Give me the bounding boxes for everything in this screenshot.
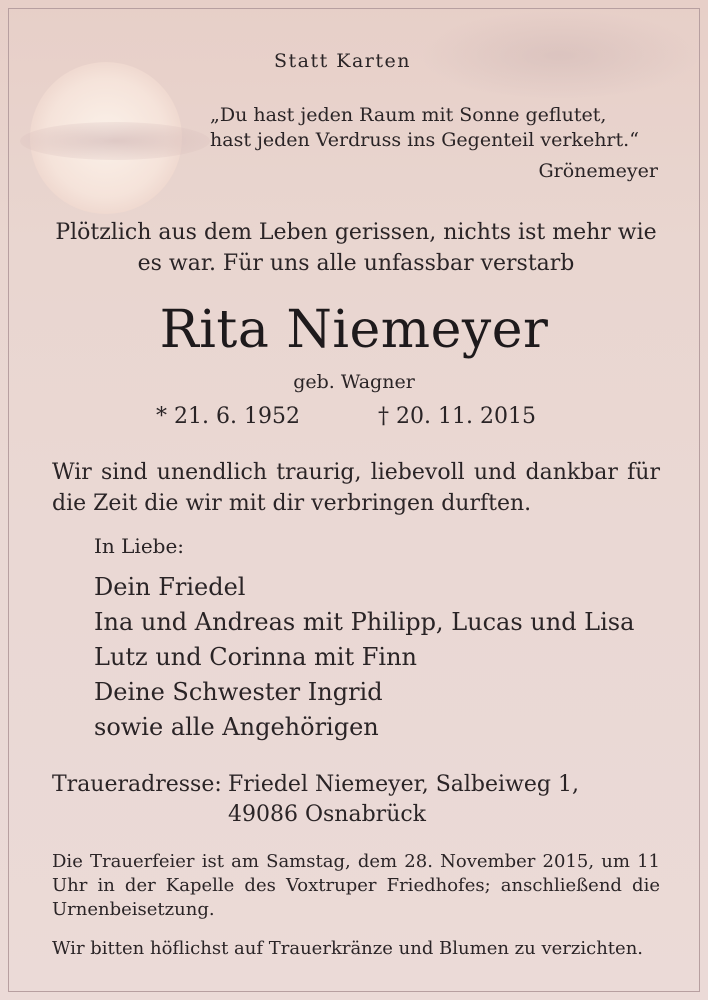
cloud-haze-decoration: [420, 10, 700, 100]
mourners-intro: In Liebe:: [94, 534, 185, 558]
quote-line-1: „Du hast jeden Raum mit Sonne geflutet,: [210, 104, 607, 126]
intro-text: Plötzlich aus dem Leben gerissen, nichts ist mehr wie es war. Für uns alle unfassbar verstarb: [55, 220, 657, 276]
mourner-entry: Deine Schwester Ingrid: [94, 678, 383, 706]
heading-statt-karten: Statt Karten: [274, 50, 412, 72]
funeral-service-text: Die Trauerfeier ist am Samstag, dem 28. November 2015, um 11 Uhr in der Kapelle des Voxtruper Friedhofes; anschließend die Urnenbeisetzung.: [52, 851, 660, 920]
address-label: Traueradresse:: [52, 772, 222, 797]
mourner-entry: Dein Friedel: [94, 573, 246, 601]
address-line-2: 49086 Osnabrück: [228, 802, 427, 827]
death-date: † 20. 11. 2015: [378, 404, 536, 429]
mourner-entry: sowie alle Angehörigen: [94, 713, 379, 741]
maiden-name: geb. Wagner: [293, 371, 415, 393]
address-line-1: Friedel Niemeyer, Salbeiweg 1,: [228, 772, 579, 797]
mourners-list: [94, 570, 634, 745]
flowers-request: Wir bitten höflichst auf Trauerkränze und Blumen zu verzichten.: [52, 938, 644, 959]
grief-text: Wir sind unendlich traurig, liebevoll und dankbar für die Zeit die wir mit dir verbringen durften.: [52, 460, 660, 516]
birth-date: * 21. 6. 1952: [156, 404, 300, 429]
quote-author: Grönemeyer: [538, 160, 658, 182]
mourner-entry: Ina und Andreas mit Philipp, Lucas und Lisa: [94, 608, 635, 636]
quote: [210, 103, 639, 153]
quote-line-2: hast jeden Verdruss ins Gegenteil verkehrt.“: [210, 129, 639, 151]
cloud-icon: [20, 122, 210, 160]
deceased-name: Rita Niemeyer: [159, 300, 549, 360]
mourner-entry: Lutz und Corinna mit Finn: [94, 643, 417, 671]
